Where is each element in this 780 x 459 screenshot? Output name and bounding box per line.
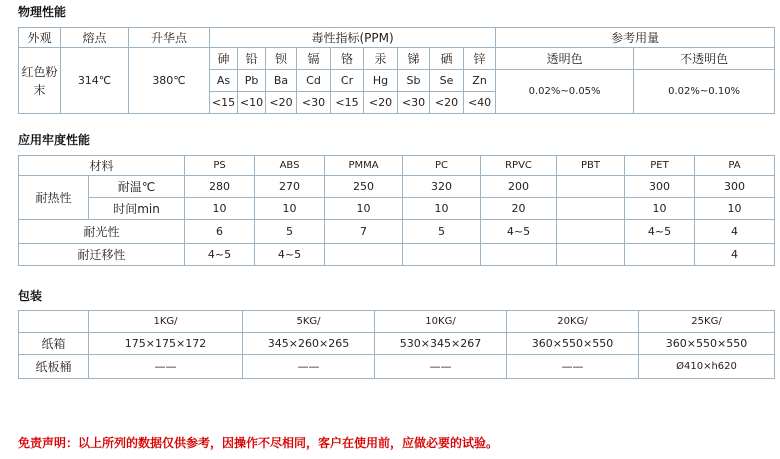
element-limit: <20 xyxy=(364,92,398,114)
light-value: 6 xyxy=(185,220,255,244)
element-limit: <30 xyxy=(297,92,331,114)
sublimation-point-value: 380℃ xyxy=(129,48,210,114)
migration-resistance-label: 耐迁移性 xyxy=(19,244,185,266)
header-appearance: 外观 xyxy=(19,28,61,48)
dosage-opaque-label: 不透明色 xyxy=(634,48,775,70)
dosage-transparent-value: 0.02%~0.05% xyxy=(496,70,634,114)
melting-point-value: 314℃ xyxy=(61,48,129,114)
time-value: 10 xyxy=(325,198,403,220)
element-name: 铅 xyxy=(238,48,266,70)
element-symbol: Pb xyxy=(238,70,266,92)
material-header: PMMA xyxy=(325,156,403,176)
time-value: 10 xyxy=(695,198,775,220)
migration-value xyxy=(625,244,695,266)
element-symbol: Cr xyxy=(331,70,364,92)
temp-value: 300 xyxy=(695,176,775,198)
element-limit: <10 xyxy=(238,92,266,114)
carton-dimension: 175×175×172 xyxy=(89,333,243,355)
temp-value: 250 xyxy=(325,176,403,198)
migration-value: 4~5 xyxy=(255,244,325,266)
element-symbol: Hg xyxy=(364,70,398,92)
element-limit: <20 xyxy=(266,92,297,114)
heat-resistance-label: 耐热性 xyxy=(19,176,89,220)
light-value: 5 xyxy=(403,220,481,244)
element-name: 铬 xyxy=(331,48,364,70)
pack-size-header: 20KG/ xyxy=(507,311,639,333)
carton-dimension: 360×550×550 xyxy=(639,333,775,355)
time-value xyxy=(557,198,625,220)
pack-size-header: 10KG/ xyxy=(375,311,507,333)
migration-value: 4~5 xyxy=(185,244,255,266)
element-symbol: Zn xyxy=(464,70,496,92)
pack-size-header: 1KG/ xyxy=(89,311,243,333)
material-header: PS xyxy=(185,156,255,176)
light-value: 5 xyxy=(255,220,325,244)
carton-label: 纸箱 xyxy=(19,333,89,355)
fastness-section-title: 应用牢度性能 xyxy=(18,133,91,147)
element-name: 砷 xyxy=(210,48,238,70)
migration-value xyxy=(325,244,403,266)
drum-dimension: —— xyxy=(89,355,243,379)
dosage-transparent-label: 透明色 xyxy=(496,48,634,70)
element-limit: <15 xyxy=(210,92,238,114)
temp-value: 300 xyxy=(625,176,695,198)
carton-dimension: 345×260×265 xyxy=(243,333,375,355)
element-symbol: Se xyxy=(430,70,464,92)
element-symbol: As xyxy=(210,70,238,92)
element-limit: <30 xyxy=(398,92,430,114)
light-value: 4~5 xyxy=(481,220,557,244)
pack-size-header: 5KG/ xyxy=(243,311,375,333)
physical-section-title: 物理性能 xyxy=(18,5,67,19)
element-name: 硒 xyxy=(430,48,464,70)
temperature-label: 耐温℃ xyxy=(89,176,185,198)
carton-dimension: 530×345×267 xyxy=(375,333,507,355)
material-header: RPVC xyxy=(481,156,557,176)
element-limit: <15 xyxy=(331,92,364,114)
drum-dimension: Ø410×h620 xyxy=(639,355,775,379)
header-material: 材料 xyxy=(19,156,185,176)
time-value: 20 xyxy=(481,198,557,220)
appearance-value: 红色粉末 xyxy=(19,48,61,114)
element-name: 汞 xyxy=(364,48,398,70)
migration-value xyxy=(481,244,557,266)
dosage-opaque-value: 0.02%~0.10% xyxy=(634,70,775,114)
element-symbol: Sb xyxy=(398,70,430,92)
element-name: 镉 xyxy=(297,48,331,70)
temp-value: 320 xyxy=(403,176,481,198)
temp-value: 270 xyxy=(255,176,325,198)
material-header: PA xyxy=(695,156,775,176)
light-value: 4 xyxy=(695,220,775,244)
migration-value: 4 xyxy=(695,244,775,266)
fastness-table xyxy=(18,155,775,266)
carton-dimension: 360×550×550 xyxy=(507,333,639,355)
disclaimer-text: 免责声明：以上所列的数据仅供参考，因操作不尽相同，客户在使用前，应做必要的试验。 xyxy=(18,436,499,450)
drum-dimension: —— xyxy=(375,355,507,379)
packaging-section-title: 包装 xyxy=(18,289,43,303)
light-value: 4~5 xyxy=(625,220,695,244)
material-header: PBT xyxy=(557,156,625,176)
element-symbol: Cd xyxy=(297,70,331,92)
temp-value: 280 xyxy=(185,176,255,198)
light-fastness-label: 耐光性 xyxy=(19,220,185,244)
header-toxicity: 毒性指标(PPM) xyxy=(210,28,496,48)
header-melting-point: 熔点 xyxy=(61,28,129,48)
header-sublimation-point: 升华点 xyxy=(129,28,210,48)
element-name: 锌 xyxy=(464,48,496,70)
temp-value: 200 xyxy=(481,176,557,198)
element-limit: <20 xyxy=(430,92,464,114)
pack-size-header: 25KG/ xyxy=(639,311,775,333)
fiber-drum-label: 纸板桶 xyxy=(19,355,89,379)
material-header: ABS xyxy=(255,156,325,176)
physical-table xyxy=(18,27,775,114)
drum-dimension: —— xyxy=(243,355,375,379)
element-limit: <40 xyxy=(464,92,496,114)
time-value: 10 xyxy=(255,198,325,220)
time-value: 10 xyxy=(403,198,481,220)
time-label: 时间min xyxy=(89,198,185,220)
packaging-corner xyxy=(19,311,89,333)
element-symbol: Ba xyxy=(266,70,297,92)
material-header: PC xyxy=(403,156,481,176)
temp-value xyxy=(557,176,625,198)
migration-value xyxy=(403,244,481,266)
drum-dimension: —— xyxy=(507,355,639,379)
time-value: 10 xyxy=(625,198,695,220)
light-value xyxy=(557,220,625,244)
element-name: 锑 xyxy=(398,48,430,70)
material-header: PET xyxy=(625,156,695,176)
header-dosage: 参考用量 xyxy=(496,28,775,48)
time-value: 10 xyxy=(185,198,255,220)
migration-value xyxy=(557,244,625,266)
packaging-table xyxy=(18,310,775,379)
element-name: 钡 xyxy=(266,48,297,70)
light-value: 7 xyxy=(325,220,403,244)
